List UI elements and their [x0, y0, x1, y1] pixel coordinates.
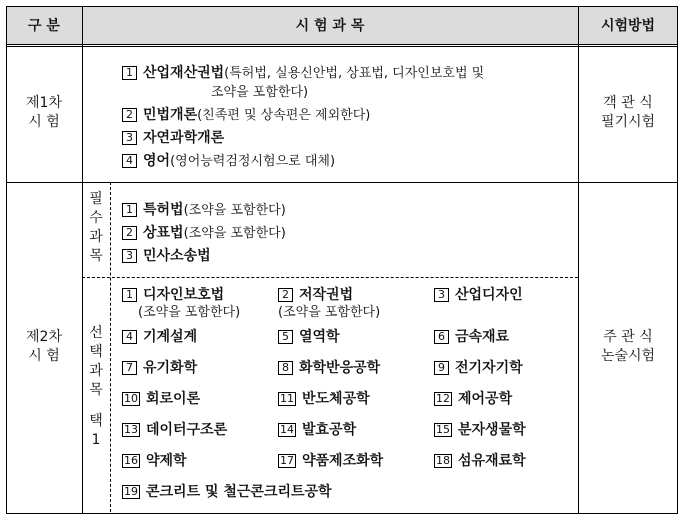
header-category: 구 분 — [28, 18, 60, 34]
elective-item-14: 14 발효공학 — [280, 422, 357, 438]
elective-item-2-note: (조약을 포함한다) — [278, 305, 381, 320]
required-item-1: 1 특허법(조약을 포함한다) — [122, 201, 286, 220]
exam1-method-line2: 필기시험 — [600, 114, 656, 130]
elective-item-10: 10 회로이론 — [124, 391, 201, 407]
exam2-method-line1: 주 관 식 — [603, 329, 653, 345]
exam2-label-line2: 시 험 — [28, 348, 60, 364]
elective-item-5: 5 열역학 — [278, 328, 340, 347]
elective-item-17: 17 약품제조화학 — [280, 453, 384, 469]
elective-item-11: 11 반도체공학 — [280, 391, 370, 407]
table-border — [6, 6, 678, 514]
elective-item-7: 7 유기화학 — [122, 359, 197, 378]
elective-item-12: 12 제어공학 — [436, 391, 513, 407]
elective-item-2: 2 저작권법 — [278, 286, 353, 305]
elective-item-4: 4 기계설계 — [122, 328, 197, 347]
exam2-label-line1: 제2차 — [26, 329, 62, 345]
header-method: 시험방법 — [600, 18, 656, 34]
required-subjects-label: 필 수 과 목 — [89, 191, 103, 264]
elective-item-1: 1 디자인보호법 — [122, 286, 224, 305]
elective-item-13: 13 데이터구조론 — [124, 422, 228, 438]
elective-item-15: 15 분자생물학 — [436, 422, 526, 438]
exam1-label-line1: 제1차 — [26, 95, 62, 111]
exam1-item-2: 2 민법개론(친족편 및 상속편은 제외한다) — [122, 106, 370, 125]
exam2-method-line2: 논술시험 — [600, 348, 656, 364]
required-item-3: 3 민사소송법 — [122, 247, 211, 266]
exam1-method-line1: 객 관 식 — [603, 95, 653, 111]
exam-subjects-table — [6, 6, 678, 514]
exam1-label-line2: 시 험 — [28, 114, 60, 130]
elective-subjects-label: 선 택 과 목 택 1 — [89, 325, 103, 448]
elective-item-3: 3 산업디자인 — [434, 286, 523, 305]
exam1-item-3: 3 자연과학개론 — [122, 129, 224, 148]
exam1-item-1-note2: 조약을 포함한다) — [211, 85, 309, 100]
required-item-2: 2 상표법(조약을 포함한다) — [122, 224, 286, 243]
exam1-item-4: 4 영어(영어능력검정시험으로 대체) — [122, 152, 335, 171]
elective-item-19: 19 콘크리트 및 철근콘크리트공학 — [124, 484, 332, 500]
elective-item-1-note: (조약을 포함한다) — [138, 305, 241, 320]
elective-item-9: 9 전기자기학 — [434, 359, 523, 378]
elective-item-8: 8 화학반응공학 — [278, 359, 380, 378]
elective-item-18: 18 섬유재료학 — [436, 453, 526, 469]
exam1-item-1: 1 산업재산권법(특허법, 실용신안법, 상표법, 디자인보호법 및 — [122, 64, 484, 83]
elective-item-16: 16 약제학 — [124, 453, 187, 469]
header-subjects: 시 험 과 목 — [295, 18, 365, 34]
elective-item-6: 6 금속재료 — [434, 328, 509, 347]
